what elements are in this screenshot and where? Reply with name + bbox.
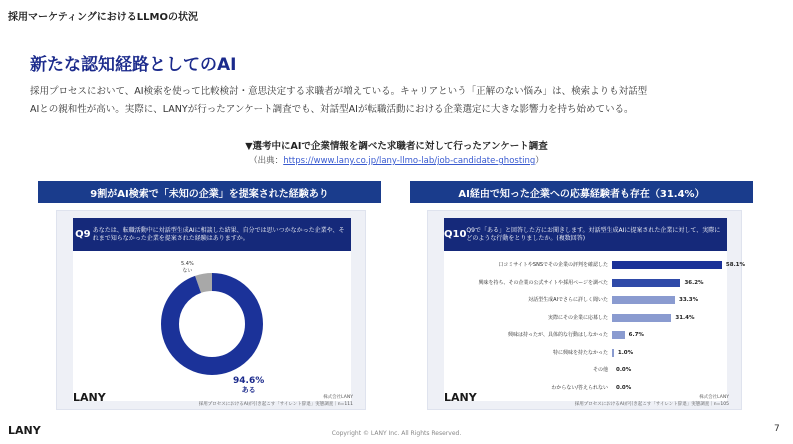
intro-line-2: AIとの親和性が高い。実際に、LANYが行ったアンケート調査でも、対話型AIが転職活動における企業選定に大きな影響力を持ち始めている。: [30, 104, 634, 115]
bar-label: 興味は持ったが、具体的な行動はしなかった: [507, 332, 608, 338]
q9-card: [56, 210, 366, 410]
survey-title: ▼選考中にAIで企業情報を調べた求職者に対して行ったアンケート調査: [245, 141, 548, 152]
q10-question: Q9で「ある」と回答した方にお聞きします。対話型生成AIに提案された企業に対して、実際にどのような行動をとりましたか。(複数回答): [466, 226, 721, 242]
bar-label: 対話型生成AIでさらに詳しく聞いた: [528, 297, 608, 303]
bar-row: [428, 329, 743, 341]
bar-label: 口コミサイトやSNSでその企業の評判を確認した: [498, 262, 608, 268]
right-banner: AI経由で知った企業への応募経験者も存在（31.4%）: [410, 181, 753, 203]
source-citation: [0, 154, 793, 166]
source-link[interactable]: https://www.lany.co.jp/lany-llmo-lab/job-candidate-ghosting: [283, 156, 536, 166]
donut-chart: [73, 251, 351, 401]
intro-line-1: 採用プロセスにおいて、AI検索を使って比較検討・意思決定する求職者が増えている。キャリアという「正解のない悩み」は、検索よりも対話型: [30, 86, 648, 97]
bar-row: [428, 259, 746, 271]
q10-header: [444, 218, 727, 251]
bar: [612, 349, 614, 357]
donut-major-category: ある: [241, 386, 256, 394]
bar-value-label: 58.1%: [725, 262, 746, 268]
bar-label: 実際にその企業に応募した: [547, 314, 608, 321]
donut-major-label: [233, 377, 264, 395]
bar-value-label: 31.4%: [675, 314, 695, 321]
bar-value-label: 36.2%: [684, 279, 704, 286]
bar-value-label: 6.7%: [628, 332, 644, 338]
q9-note-company: 株式会社LANY: [323, 395, 353, 400]
copyright: Copyright © LANY Inc. All Rights Reserved.: [331, 430, 462, 437]
q9-lany-logo: LANY: [73, 391, 106, 404]
bar: [612, 261, 722, 269]
bar-label: わからない/答えられない: [551, 384, 608, 391]
bar-value-label: 0.0%: [616, 384, 632, 391]
bar: [612, 331, 625, 339]
bar-label: 特に興味を持たなかった: [552, 349, 608, 356]
bar: [612, 296, 675, 304]
q9-chart-area: [73, 251, 351, 401]
left-banner: 9割がAI検索で「未知の企業」を提案された経験あり: [38, 181, 381, 203]
bar-label: その他: [592, 367, 608, 373]
q10-note-company: 株式会社LANY: [699, 395, 729, 400]
bar-label: 興味を持ち、その企業の公式サイトや採用ページを調べた: [478, 279, 608, 286]
bar-row: [428, 364, 743, 376]
q9-header: [73, 218, 351, 251]
q9-question: あなたは、転職活動中に対話型生成AIに相談した結果、自分では思いつかなかった企業や、それまで知らなかった企業を提案された経験はありますか。: [92, 226, 345, 242]
bar: [612, 314, 671, 322]
source-suffix: ）: [535, 156, 544, 166]
footer-logo: LANY: [8, 424, 41, 437]
q10-lany-logo: LANY: [444, 391, 477, 404]
section-title: 採用マーケティングにおけるLLMOの状況: [8, 12, 198, 23]
bar-row: [428, 347, 743, 359]
bar-value-label: 0.0%: [616, 367, 632, 373]
bar-row: [428, 277, 743, 289]
q9-note-survey: 採用プロセスにおけるAIが引き起こす「サイレント辞退」実態調査｜n=111: [198, 402, 353, 407]
q9-number: Q9: [75, 229, 91, 240]
q10-note-survey: 採用プロセスにおけるAIが引き起こす「サイレント辞退」実態調査｜n=105: [574, 402, 729, 407]
bar-value-label: 1.0%: [617, 349, 634, 356]
page-number: 7: [774, 424, 780, 434]
donut-minor-category: ない: [182, 268, 193, 274]
q10-number: Q10: [444, 229, 467, 240]
bar-chart: [428, 251, 746, 401]
donut-slice-major: [170, 282, 254, 366]
donut-major-value: 94.6%: [233, 376, 265, 386]
donut-minor-value: 5.4%: [181, 261, 194, 267]
donut-minor-label: [181, 261, 194, 274]
source-prefix: （出典：: [249, 156, 284, 166]
q10-card: [427, 210, 746, 410]
bar-row: [428, 294, 743, 306]
page-title: 新たな認知経路としてのAI: [30, 55, 237, 75]
bar: [612, 279, 680, 287]
bar-row: [428, 312, 743, 324]
bar-value-label: 33.3%: [679, 297, 699, 303]
